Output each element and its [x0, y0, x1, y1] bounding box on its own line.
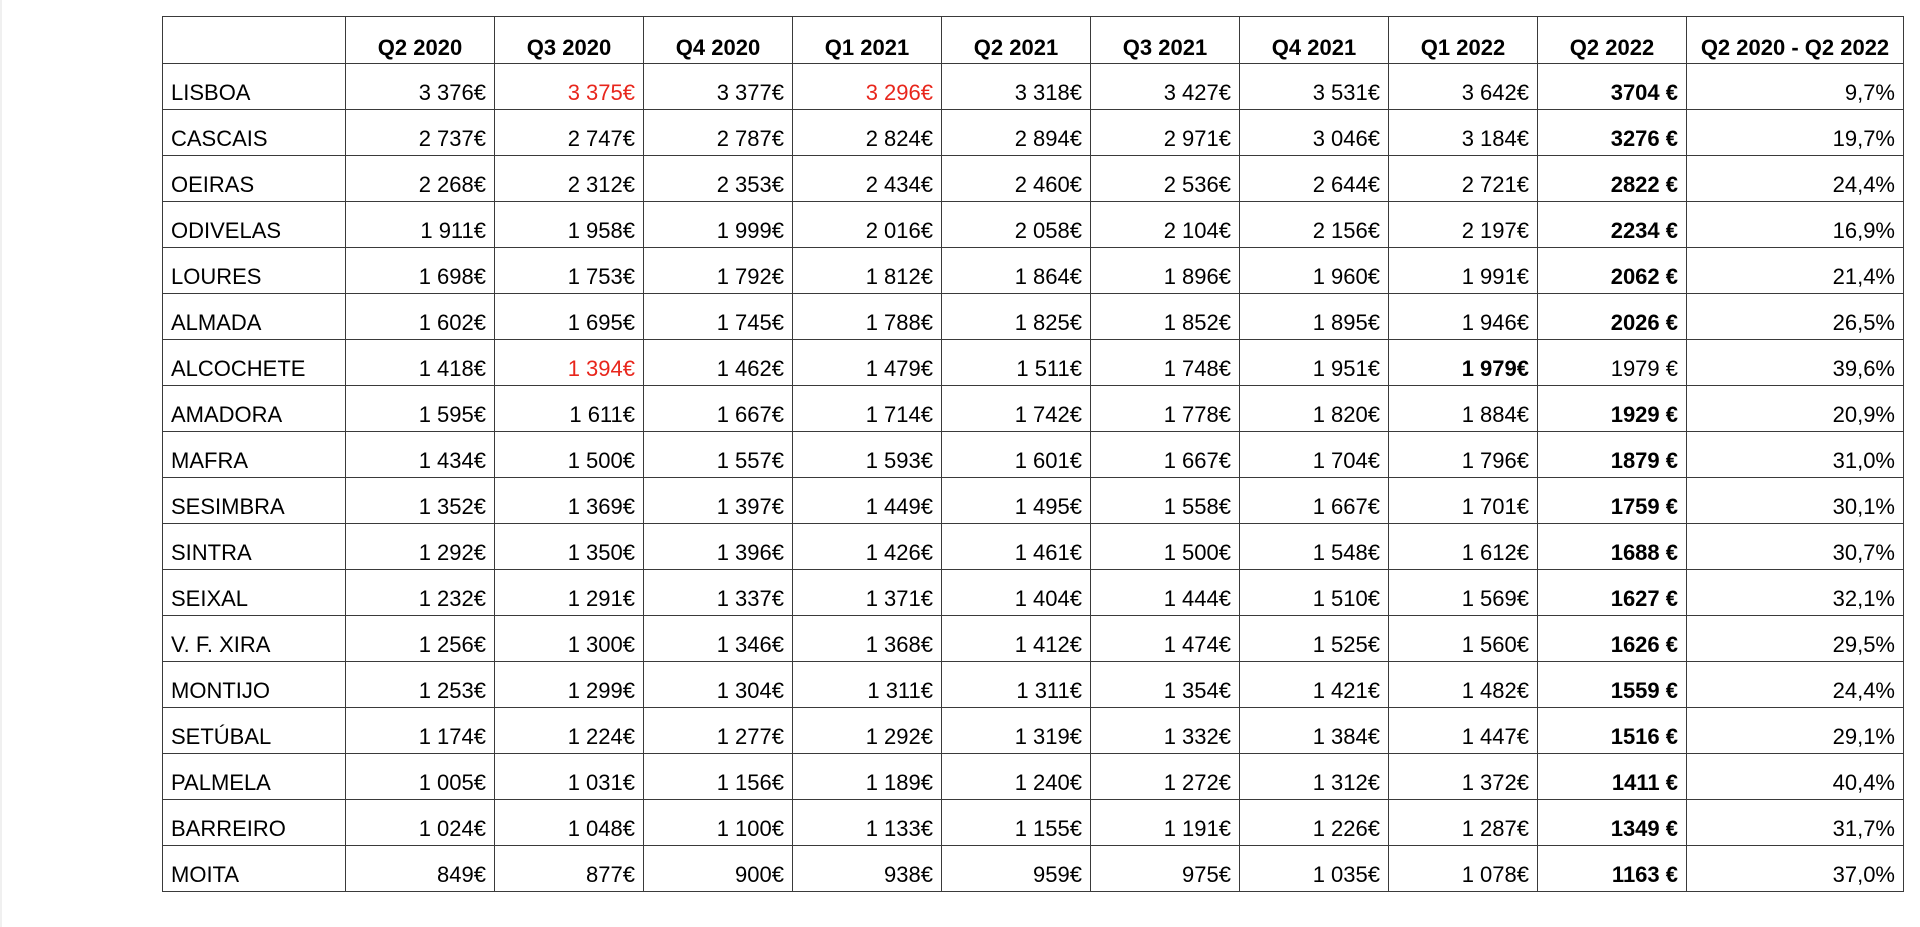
price-cell: 1 311€ [793, 662, 942, 708]
price-cell: 1 510€ [1240, 570, 1389, 616]
change-percent-cell: 19,7% [1687, 110, 1904, 156]
column-header: Q4 2020 [644, 17, 793, 64]
price-cell: 1 155€ [942, 800, 1091, 846]
price-cell: 1 667€ [1240, 478, 1389, 524]
price-cell: 1 748€ [1091, 340, 1240, 386]
price-cell: 2 721€ [1389, 156, 1538, 202]
city-name-cell: MAFRA [163, 432, 346, 478]
price-cell: 1 548€ [1240, 524, 1389, 570]
price-cell: 1 611€ [495, 386, 644, 432]
price-cell: 3 296€ [793, 64, 942, 110]
price-cell: 1 958€ [495, 202, 644, 248]
price-cell: 1 812€ [793, 248, 942, 294]
price-cell: 2 460€ [942, 156, 1091, 202]
price-cell: 2 104€ [1091, 202, 1240, 248]
city-name-cell: ALMADA [163, 294, 346, 340]
price-cell: 1 412€ [942, 616, 1091, 662]
price-cell: 1 444€ [1091, 570, 1240, 616]
price-cell: 2 058€ [942, 202, 1091, 248]
price-cell: 1516 € [1538, 708, 1687, 754]
price-cell: 1 319€ [942, 708, 1091, 754]
price-cell: 1 704€ [1240, 432, 1389, 478]
price-cell: 1 951€ [1240, 340, 1389, 386]
price-cell: 1 354€ [1091, 662, 1240, 708]
price-cell: 1 525€ [1240, 616, 1389, 662]
price-cell: 1 495€ [942, 478, 1091, 524]
price-cell: 1 500€ [495, 432, 644, 478]
price-cell: 1559 € [1538, 662, 1687, 708]
table-row [163, 662, 1904, 708]
table-row [163, 202, 1904, 248]
price-cell: 1 369€ [495, 478, 644, 524]
change-percent-cell: 30,7% [1687, 524, 1904, 570]
change-percent-cell: 26,5% [1687, 294, 1904, 340]
price-cell: 2 536€ [1091, 156, 1240, 202]
header-row [163, 17, 1904, 64]
price-cell: 3276 € [1538, 110, 1687, 156]
column-header: Q2 2022 [1538, 17, 1687, 64]
change-percent-cell: 24,4% [1687, 156, 1904, 202]
column-header: Q1 2022 [1389, 17, 1538, 64]
price-cell: 1163 € [1538, 846, 1687, 892]
column-header: Q4 2021 [1240, 17, 1389, 64]
price-cell: 900€ [644, 846, 793, 892]
price-cell: 1 560€ [1389, 616, 1538, 662]
table-row [163, 386, 1904, 432]
housing-price-table [162, 16, 1904, 892]
price-cell: 1 884€ [1389, 386, 1538, 432]
price-cell: 1 595€ [346, 386, 495, 432]
price-cell: 3 531€ [1240, 64, 1389, 110]
price-cell: 1 350€ [495, 524, 644, 570]
change-percent-cell: 20,9% [1687, 386, 1904, 432]
price-cell: 2026 € [1538, 294, 1687, 340]
change-percent-cell: 39,6% [1687, 340, 1904, 386]
price-cell: 1 557€ [644, 432, 793, 478]
city-name-cell: LISBOA [163, 64, 346, 110]
price-cell: 1 558€ [1091, 478, 1240, 524]
price-cell: 1 240€ [942, 754, 1091, 800]
price-cell: 1411 € [1538, 754, 1687, 800]
price-cell: 1 745€ [644, 294, 793, 340]
price-cell: 1 991€ [1389, 248, 1538, 294]
city-name-cell: PALMELA [163, 754, 346, 800]
price-cell: 1 371€ [793, 570, 942, 616]
city-name-cell: ODIVELAS [163, 202, 346, 248]
price-cell: 1 788€ [793, 294, 942, 340]
change-percent-cell: 29,5% [1687, 616, 1904, 662]
city-name-cell: SEIXAL [163, 570, 346, 616]
price-cell: 1 960€ [1240, 248, 1389, 294]
price-cell: 1 500€ [1091, 524, 1240, 570]
city-name-cell: OEIRAS [163, 156, 346, 202]
price-cell: 1 701€ [1389, 478, 1538, 524]
header-corner-cell [163, 17, 346, 64]
change-percent-cell: 16,9% [1687, 202, 1904, 248]
price-cell: 1 312€ [1240, 754, 1389, 800]
column-header: Q3 2021 [1091, 17, 1240, 64]
price-cell: 1 337€ [644, 570, 793, 616]
price-cell: 1 434€ [346, 432, 495, 478]
column-header: Q2 2020 [346, 17, 495, 64]
price-cell: 1 191€ [1091, 800, 1240, 846]
price-cell: 3704 € [1538, 64, 1687, 110]
price-cell: 3 375€ [495, 64, 644, 110]
price-cell: 1 511€ [942, 340, 1091, 386]
price-cell: 1 156€ [644, 754, 793, 800]
price-cell: 3 427€ [1091, 64, 1240, 110]
table-row [163, 110, 1904, 156]
price-cell: 1 742€ [942, 386, 1091, 432]
price-cell: 1 895€ [1240, 294, 1389, 340]
change-percent-cell: 32,1% [1687, 570, 1904, 616]
change-percent-cell: 31,7% [1687, 800, 1904, 846]
price-cell: 1688 € [1538, 524, 1687, 570]
price-cell: 1929 € [1538, 386, 1687, 432]
price-cell: 1 447€ [1389, 708, 1538, 754]
price-cell: 2 787€ [644, 110, 793, 156]
price-cell: 1 299€ [495, 662, 644, 708]
table-row [163, 432, 1904, 478]
price-cell: 1 820€ [1240, 386, 1389, 432]
city-name-cell: MOITA [163, 846, 346, 892]
price-cell: 1 224€ [495, 708, 644, 754]
table-row [163, 570, 1904, 616]
table-row [163, 754, 1904, 800]
price-cell: 2062 € [1538, 248, 1687, 294]
table-row [163, 800, 1904, 846]
city-name-cell: SINTRA [163, 524, 346, 570]
table-row [163, 478, 1904, 524]
table-row [163, 248, 1904, 294]
price-cell: 1 461€ [942, 524, 1091, 570]
table-row [163, 340, 1904, 386]
price-cell: 1 352€ [346, 478, 495, 524]
price-cell: 1 291€ [495, 570, 644, 616]
table-row [163, 846, 1904, 892]
price-cell: 1 292€ [793, 708, 942, 754]
price-cell: 1 421€ [1240, 662, 1389, 708]
price-cell: 2 737€ [346, 110, 495, 156]
price-cell: 1627 € [1538, 570, 1687, 616]
price-cell: 1 035€ [1240, 846, 1389, 892]
price-cell: 1 612€ [1389, 524, 1538, 570]
price-cell: 3 046€ [1240, 110, 1389, 156]
change-percent-cell: 24,4% [1687, 662, 1904, 708]
change-percent-cell: 9,7% [1687, 64, 1904, 110]
price-cell: 3 642€ [1389, 64, 1538, 110]
price-cell: 877€ [495, 846, 644, 892]
city-name-cell: AMADORA [163, 386, 346, 432]
price-cell: 1 667€ [1091, 432, 1240, 478]
price-cell: 1 396€ [644, 524, 793, 570]
price-cell: 1 304€ [644, 662, 793, 708]
price-cell: 1 300€ [495, 616, 644, 662]
price-cell: 1 397€ [644, 478, 793, 524]
price-cell: 1 272€ [1091, 754, 1240, 800]
city-name-cell: CASCAIS [163, 110, 346, 156]
price-cell: 2 312€ [495, 156, 644, 202]
price-cell: 1 232€ [346, 570, 495, 616]
change-percent-cell: 29,1% [1687, 708, 1904, 754]
price-cell: 1626 € [1538, 616, 1687, 662]
table-row [163, 708, 1904, 754]
price-cell: 1 332€ [1091, 708, 1240, 754]
price-cell: 3 318€ [942, 64, 1091, 110]
price-cell: 1 946€ [1389, 294, 1538, 340]
change-percent-cell: 37,0% [1687, 846, 1904, 892]
price-cell: 1 602€ [346, 294, 495, 340]
change-percent-cell: 31,0% [1687, 432, 1904, 478]
table-row [163, 524, 1904, 570]
price-cell: 1 253€ [346, 662, 495, 708]
price-cell: 2 016€ [793, 202, 942, 248]
price-cell: 849€ [346, 846, 495, 892]
column-header: Q2 2021 [942, 17, 1091, 64]
price-cell: 1 979€ [1389, 340, 1538, 386]
city-name-cell: SESIMBRA [163, 478, 346, 524]
table-body [163, 64, 1904, 892]
price-cell: 1 896€ [1091, 248, 1240, 294]
price-cell: 1 667€ [644, 386, 793, 432]
price-cell: 1 714€ [793, 386, 942, 432]
price-cell: 938€ [793, 846, 942, 892]
price-cell: 1 404€ [942, 570, 1091, 616]
price-cell: 1 100€ [644, 800, 793, 846]
table-row [163, 156, 1904, 202]
price-cell: 2822 € [1538, 156, 1687, 202]
price-cell: 1 852€ [1091, 294, 1240, 340]
change-percent-cell: 30,1% [1687, 478, 1904, 524]
price-cell: 1 778€ [1091, 386, 1240, 432]
price-cell: 1 796€ [1389, 432, 1538, 478]
price-cell: 1 695€ [495, 294, 644, 340]
price-cell: 1 482€ [1389, 662, 1538, 708]
column-header: Q3 2020 [495, 17, 644, 64]
price-cell: 1 418€ [346, 340, 495, 386]
price-cell: 1 462€ [644, 340, 793, 386]
table-row [163, 294, 1904, 340]
price-cell: 1 792€ [644, 248, 793, 294]
price-cell: 1 384€ [1240, 708, 1389, 754]
price-cell: 959€ [942, 846, 1091, 892]
price-cell: 1 078€ [1389, 846, 1538, 892]
table-row [163, 64, 1904, 110]
price-cell: 1 256€ [346, 616, 495, 662]
price-cell: 1 031€ [495, 754, 644, 800]
column-header: Q2 2020 - Q2 2022 [1687, 17, 1904, 64]
price-cell: 1 346€ [644, 616, 793, 662]
price-cell: 1 226€ [1240, 800, 1389, 846]
change-percent-cell: 40,4% [1687, 754, 1904, 800]
price-cell: 1349 € [1538, 800, 1687, 846]
left-edge-strip [0, 0, 2, 927]
price-cell: 1 277€ [644, 708, 793, 754]
change-percent-cell: 21,4% [1687, 248, 1904, 294]
price-cell: 1 999€ [644, 202, 793, 248]
price-table-container [162, 16, 1904, 892]
price-cell: 1 479€ [793, 340, 942, 386]
price-cell: 1 698€ [346, 248, 495, 294]
price-cell: 1 368€ [793, 616, 942, 662]
price-cell: 1 825€ [942, 294, 1091, 340]
price-cell: 2 434€ [793, 156, 942, 202]
price-cell: 2 824€ [793, 110, 942, 156]
price-cell: 1 311€ [942, 662, 1091, 708]
table-row [163, 616, 1904, 662]
price-cell: 1 911€ [346, 202, 495, 248]
price-cell: 1 601€ [942, 432, 1091, 478]
price-cell: 1 024€ [346, 800, 495, 846]
price-cell: 1 394€ [495, 340, 644, 386]
price-cell: 3 184€ [1389, 110, 1538, 156]
price-cell: 1 474€ [1091, 616, 1240, 662]
price-cell: 1 174€ [346, 708, 495, 754]
price-cell: 1 753€ [495, 248, 644, 294]
city-name-cell: SETÚBAL [163, 708, 346, 754]
price-cell: 1 005€ [346, 754, 495, 800]
column-header: Q1 2021 [793, 17, 942, 64]
price-cell: 1 189€ [793, 754, 942, 800]
price-cell: 1 569€ [1389, 570, 1538, 616]
price-cell: 1 426€ [793, 524, 942, 570]
price-cell: 975€ [1091, 846, 1240, 892]
price-cell: 1 372€ [1389, 754, 1538, 800]
price-cell: 2 747€ [495, 110, 644, 156]
price-cell: 1979 € [1538, 340, 1687, 386]
city-name-cell: MONTIJO [163, 662, 346, 708]
price-cell: 2 644€ [1240, 156, 1389, 202]
price-cell: 2 268€ [346, 156, 495, 202]
city-name-cell: ALCOCHETE [163, 340, 346, 386]
price-cell: 2 156€ [1240, 202, 1389, 248]
price-cell: 3 376€ [346, 64, 495, 110]
price-cell: 1 292€ [346, 524, 495, 570]
price-cell: 1 133€ [793, 800, 942, 846]
price-cell: 3 377€ [644, 64, 793, 110]
price-cell: 2 353€ [644, 156, 793, 202]
price-cell: 1 864€ [942, 248, 1091, 294]
price-cell: 2 894€ [942, 110, 1091, 156]
price-cell: 2234 € [1538, 202, 1687, 248]
city-name-cell: BARREIRO [163, 800, 346, 846]
price-cell: 1 287€ [1389, 800, 1538, 846]
price-cell: 1 048€ [495, 800, 644, 846]
price-cell: 1759 € [1538, 478, 1687, 524]
price-cell: 1879 € [1538, 432, 1687, 478]
price-cell: 2 197€ [1389, 202, 1538, 248]
price-cell: 1 593€ [793, 432, 942, 478]
city-name-cell: LOURES [163, 248, 346, 294]
price-cell: 1 449€ [793, 478, 942, 524]
price-cell: 2 971€ [1091, 110, 1240, 156]
city-name-cell: V. F. XIRA [163, 616, 346, 662]
